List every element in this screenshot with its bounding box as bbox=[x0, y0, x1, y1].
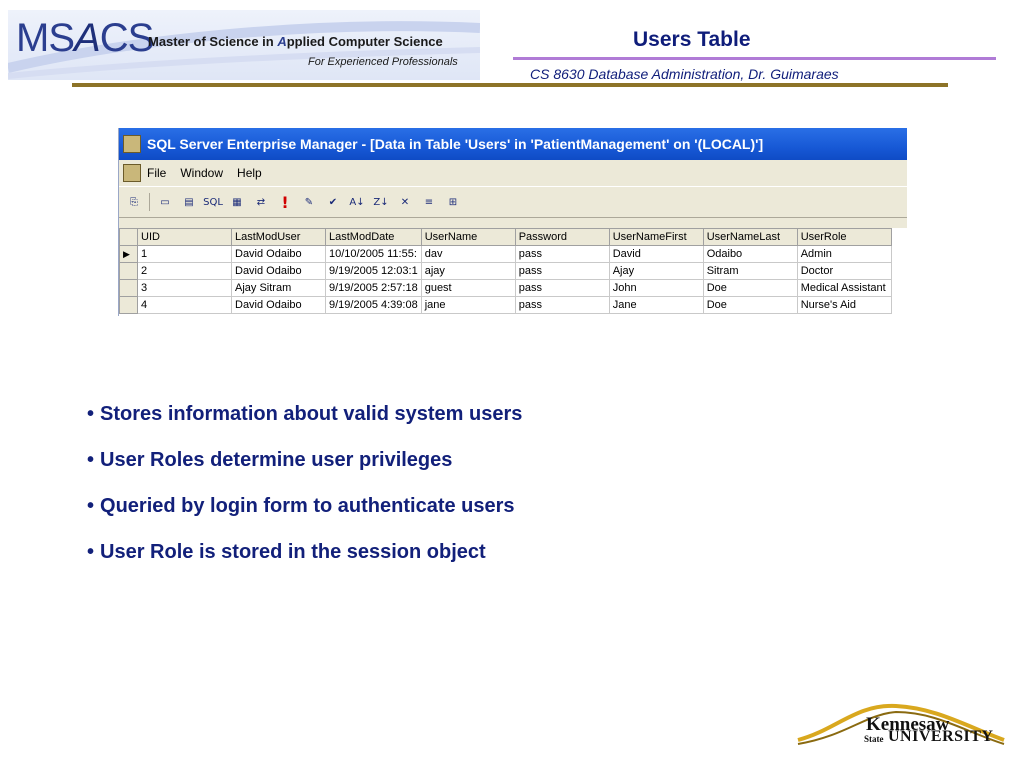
table-cell[interactable]: ajay bbox=[421, 263, 515, 280]
toolbar bbox=[119, 186, 907, 218]
logo-program-name: Master of Science in Applied Computer Science bbox=[148, 34, 443, 49]
table-cell[interactable]: jane bbox=[421, 297, 515, 314]
table-cell[interactable]: David bbox=[609, 246, 703, 263]
column-header[interactable]: UserName bbox=[421, 229, 515, 246]
header-divider bbox=[72, 83, 948, 87]
table-cell[interactable]: 2 bbox=[138, 263, 232, 280]
column-header[interactable]: UserRole bbox=[797, 229, 891, 246]
column-header[interactable]: UserNameLast bbox=[703, 229, 797, 246]
bullet-item bbox=[87, 492, 522, 538]
results-grid bbox=[119, 228, 907, 316]
table-cell[interactable]: John bbox=[609, 280, 703, 297]
row-selector[interactable] bbox=[120, 246, 138, 263]
row-selector[interactable] bbox=[120, 280, 138, 297]
bullet-text: Queried by login form to authenticate users bbox=[100, 495, 515, 517]
slide-title: Users Table bbox=[633, 28, 751, 51]
table-cell[interactable]: Doe bbox=[703, 297, 797, 314]
table-cell[interactable]: Ajay Sitram bbox=[232, 280, 326, 297]
menu-file[interactable]: File bbox=[147, 166, 167, 180]
sort-descending-icon[interactable]: Z↓ bbox=[373, 196, 389, 208]
table-row[interactable] bbox=[120, 263, 892, 280]
table-cell[interactable]: dav bbox=[421, 246, 515, 263]
table-cell[interactable]: David Odaibo bbox=[232, 263, 326, 280]
logo-kennesaw: Kennesaw bbox=[866, 714, 950, 735]
table-cell[interactable]: pass bbox=[515, 297, 609, 314]
bullet-glyph: • bbox=[87, 541, 95, 563]
logo-state: State bbox=[864, 734, 884, 744]
users-table bbox=[119, 228, 892, 314]
current-row-icon: ▶ bbox=[123, 249, 130, 259]
table-cell[interactable]: Ajay bbox=[609, 263, 703, 280]
table-cell[interactable]: Sitram bbox=[703, 263, 797, 280]
table-cell[interactable]: Medical Assistant bbox=[797, 280, 891, 297]
kennesaw-state-logo bbox=[796, 700, 1006, 754]
window-title: SQL Server Enterprise Manager - [Data in Table 'Users' in 'PatientManagement' on '(LOCAL)'] bbox=[147, 136, 764, 152]
results-pane-icon[interactable]: ▦ bbox=[232, 196, 242, 208]
column-header[interactable]: Password bbox=[515, 229, 609, 246]
enterprise-manager-icon bbox=[123, 135, 141, 153]
enterprise-manager-window bbox=[118, 128, 907, 316]
bullet-glyph: • bbox=[87, 449, 95, 471]
window-titlebar bbox=[119, 128, 907, 160]
logo-university: UNIVERSITY bbox=[888, 728, 994, 745]
table-cell[interactable]: pass bbox=[515, 263, 609, 280]
grid-pane-icon[interactable]: ▤ bbox=[184, 196, 194, 208]
table-cell[interactable]: pass bbox=[515, 246, 609, 263]
msacs-logo bbox=[8, 10, 480, 80]
menu-help[interactable]: Help bbox=[237, 166, 262, 180]
diagram-pane-icon[interactable]: ▭ bbox=[160, 196, 170, 208]
table-cell[interactable]: 4 bbox=[138, 297, 232, 314]
bullet-glyph: • bbox=[87, 403, 95, 425]
bullet-text: User Roles determine user privileges bbox=[100, 449, 453, 471]
column-header[interactable]: UID bbox=[138, 229, 232, 246]
logo-acronym: MSACS bbox=[16, 16, 154, 60]
column-header[interactable]: LastModUser bbox=[232, 229, 326, 246]
menu-bar bbox=[119, 160, 907, 186]
table-cell[interactable]: pass bbox=[515, 280, 609, 297]
group-by-icon[interactable]: ≡ bbox=[424, 196, 434, 208]
remove-filter-icon[interactable]: ✕ bbox=[400, 196, 410, 208]
row-selector-header bbox=[120, 229, 138, 246]
add-table-icon[interactable]: ⊞ bbox=[448, 196, 458, 208]
table-cell[interactable]: Doe bbox=[703, 280, 797, 297]
table-cell[interactable]: guest bbox=[421, 280, 515, 297]
table-cell[interactable]: 10/10/2005 11:55: bbox=[326, 246, 422, 263]
logo-tagline: For Experienced Professionals bbox=[308, 56, 458, 68]
run-icon[interactable]: ! bbox=[281, 192, 289, 212]
table-cell[interactable]: David Odaibo bbox=[232, 246, 326, 263]
row-selector[interactable] bbox=[120, 297, 138, 314]
table-cell[interactable]: 9/19/2005 12:03:1 bbox=[326, 263, 422, 280]
bullet-glyph: • bbox=[87, 495, 95, 517]
sql-pane-icon[interactable]: SQL bbox=[203, 196, 223, 208]
verify-sql-icon[interactable]: ✎ bbox=[304, 196, 314, 208]
bullet-text: Stores information about valid system users bbox=[100, 403, 523, 425]
table-cell[interactable]: Doctor bbox=[797, 263, 891, 280]
course-subtitle: CS 8630 Database Administration, Dr. Guimaraes bbox=[530, 66, 839, 82]
table-cell[interactable]: 9/19/2005 4:39:08 bbox=[326, 297, 422, 314]
bullet-item bbox=[87, 400, 522, 446]
table-header-row bbox=[120, 229, 892, 246]
table-cell[interactable]: 3 bbox=[138, 280, 232, 297]
table-row[interactable] bbox=[120, 297, 892, 314]
change-query-type-icon[interactable]: ⇄ bbox=[256, 196, 266, 208]
table-cell[interactable]: Admin bbox=[797, 246, 891, 263]
document-icon[interactable] bbox=[123, 164, 141, 182]
table-cell[interactable]: Odaibo bbox=[703, 246, 797, 263]
table-cell[interactable]: Jane bbox=[609, 297, 703, 314]
menu-window[interactable]: Window bbox=[180, 166, 224, 180]
table-row[interactable] bbox=[120, 246, 892, 263]
check-sql-icon[interactable]: ✔ bbox=[328, 196, 338, 208]
bullet-text: User Role is stored in the session object bbox=[100, 541, 486, 563]
title-underline bbox=[513, 57, 996, 60]
properties-icon[interactable]: ⎘ bbox=[130, 196, 138, 208]
column-header[interactable]: UserNameFirst bbox=[609, 229, 703, 246]
toolbar-separator bbox=[149, 193, 150, 211]
bullet-item bbox=[87, 538, 522, 584]
table-cell[interactable]: 9/19/2005 2:57:18 bbox=[326, 280, 422, 297]
table-cell[interactable]: David Odaibo bbox=[232, 297, 326, 314]
table-row[interactable] bbox=[120, 280, 892, 297]
table-cell[interactable]: 1 bbox=[138, 246, 232, 263]
bullet-item bbox=[87, 446, 522, 492]
bullet-list bbox=[87, 400, 522, 584]
sort-ascending-icon[interactable]: A↓ bbox=[349, 196, 365, 208]
row-selector[interactable] bbox=[120, 263, 138, 280]
table-cell[interactable]: Nurse's Aid bbox=[797, 297, 891, 314]
column-header[interactable]: LastModDate bbox=[326, 229, 422, 246]
